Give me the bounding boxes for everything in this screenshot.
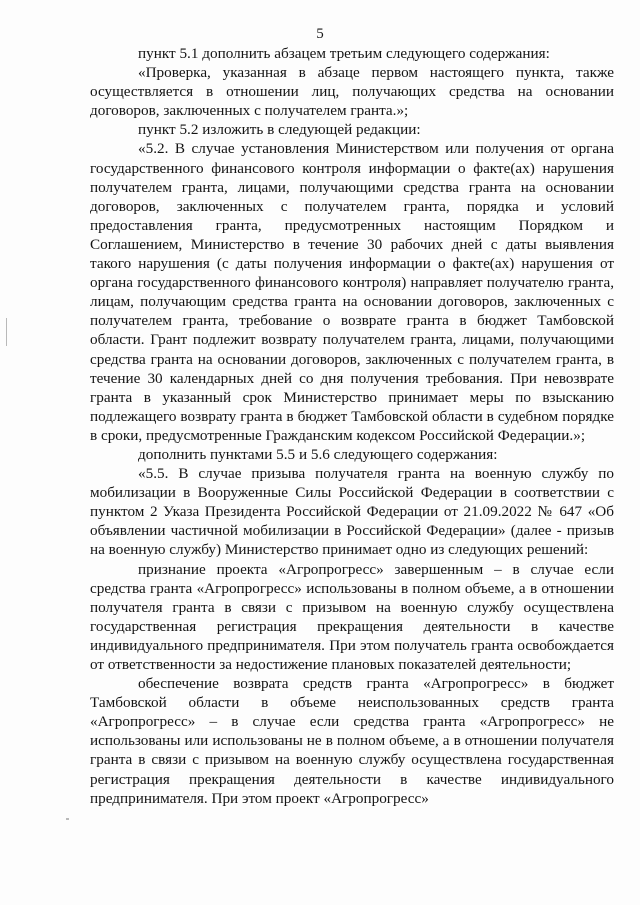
document-body [90,44,614,808]
page-number: 5 [316,26,324,42]
scan-edge-mark [6,318,7,346]
paragraph: пункт 5.2 изложить в следующей редакции: [138,121,421,139]
paragraph: «Проверка, указанная в абзаце первом настоящего пункта, также осуществляется в отношении лиц, получающих средства на основании договоров, заключенных с получателем гранта.»; [90,64,614,120]
paragraph: признание проекта «Агропрогресс» завершенным – в случае если средства гранта «Агропрогресс» использованы в полном объеме, а в отношении получателя гранта в связи с призывом на военную службу осуществлена государственная регистрация прекращения деятельности в качестве индивидуального предпринимателя. При этом получатель гранта освобождается от ответственности за недостижение плановых показателей деятельности; [90,560,614,673]
paragraph: пункт 5.1 дополнить абзацем третьим следующего содержания: [138,45,550,62]
scan-edge-mark [66,818,69,820]
paragraph: дополнить пунктами 5.5 и 5.6 следующего содержания: [138,445,498,463]
paragraph: «5.2. В случае установления Министерством или получения от органа государственного финансового контроля информации о факте(ах) нарушения получателем гранта, лицами, получающими средства гранта на основании договоров, заключенных с получателем гранта, порядка и условий предоставления гранта, предусмотренных настоящим Порядком и Соглашением, Министерство в течение 30 рабочих дней с даты выявления такого нарушения (с даты получения информации о факте(ах) нарушения от органа государственного финансового контроля) направляет получателю гранта, лицам, получающим средства гранта на основании договоров, заключенных с получателем гранта, требование о возврате гранта в бюджет Тамбовской области. Грант подлежит возврату получателем гранта, лицами, получающими средства гранта на основании договоров, заключенных с получателем гранта, в течение 30 календарных дней со дня получения требования. При невозврате гранта в указанный срок Министерство принимает меры по взысканию подлежащего возврату гранта в бюджет Тамбовской области в судебном порядке в сроки, предусмотренные Гражданским кодексом Российской Федерации.»; [90,140,614,444]
paragraph: «5.5. В случае призыва получателя гранта на военную службу по мобилизации в Вооруженные Силы Российской Федерации в соответствии с пунктом 2 Указа Президента Российской Федерации от 21.09.2022 № 647 «Об объявлении частичной мобилизации в Российской Федерации» (далее - призыв на военную службу) Министерство принимает одно из следующих решений: [90,465,614,559]
paragraph: обеспечение возврата средств гранта «Агропрогресс» в бюджет Тамбовской области в объеме неиспользованных средств гранта «Агропрогресс» – в случае если средства гранта «Агропрогресс» не использованы или использованы не в полном объеме, а в отношении получателя гранта в связи с призывом на военную службу осуществлена государственная регистрация прекращения деятельности в качестве индивидуального предпринимателя. При этом проект «Агропрогресс» [90,675,614,807]
